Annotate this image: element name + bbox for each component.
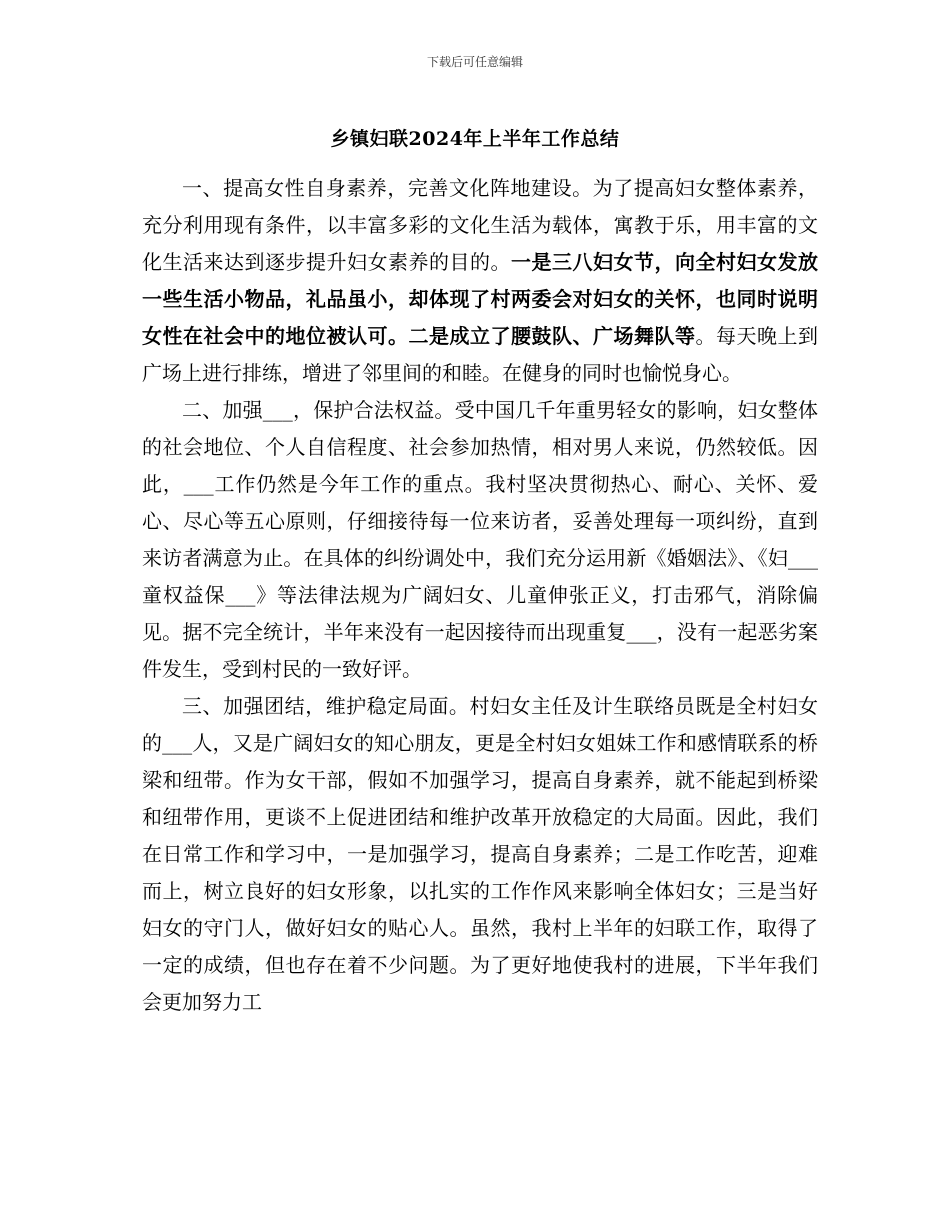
document-title: 乡镇妇联2024年上半年工作总结 — [330, 128, 620, 150]
document-body — [142, 170, 818, 1021]
page-header-note: 下载后可任意编辑 — [426, 55, 523, 69]
paragraph-1-text-b: 。每天晚上到广场上进行排练，增进了邻里间的和睦。在健身的同时也愉悦身心。 — [142, 324, 818, 385]
paragraph-1-bold-text: 一是三八妇女节，向全村妇女发放一些生活小物品，礼品虽小，却体现了村两委会对妇女的关怀，也同时说明女性在社会中的地位被认可。二是成立了腰鼓队、广场舞队等 — [142, 250, 818, 348]
paragraph-2: 二、加强___，保护合法权益。受中国几千年重男轻女的影响，妇女整体的社会地位、个人自信程度、社会参加热情，相对男人来说，仍然较低。因此，___工作仍然是今年工作的重点。我村坚决贯彻热心、耐心、关怀、爱心、尽心等五心原则，仔细接待每一位来访者，妥善处理每一项纠纷，直到来访者满意为止。在具体的纠纷调处中，我们充分运用新《婚姻法》、《妇___童权益保___》等法律法规为广阔妇女、儿童伸张正义，打击邪气，消除偏见。据不完全统计，半年来没有一起因接待而出现重复___，没有一起恶劣案件发生，受到村民的一致好评。 — [142, 398, 818, 681]
paragraph-1 — [142, 170, 818, 392]
paragraph-3: 三、加强团结，维护稳定局面。村妇女主任及计生联络员既是全村妇女的___人，又是广阔妇女的知心朋友，更是全村妇女姐妹工作和感情联系的桥梁和纽带。作为女干部，假如不加强学习，提高自身素养，就不能起到桥梁和纽带作用，更谈不上促进团结和维护改革开放稳定的大局面。因此，我们在日常工作和学习中，一是加强学习，提高自身素养；二是工作吃苦，迎难而上，树立良好的妇女形象，以扎实的工作作风来影响全体妇女；三是当好妇女的守门人，做好妇女的贴心人。虽然，我村上半年的妇联工作，取得了一定的成绩，但也存在着不少问题。为了更好地使我村的进展，下半年我们会更加努力工 — [142, 694, 818, 1014]
paragraph-1-text-a: 一、提高女性自身素养，完善文化阵地建设。为了提高妇女整体素养，充分利用现有条件，以丰富多彩的文化生活为载体，寓教于乐，用丰富的文化生活来达到逐步提升妇女素养的目的。 — [142, 176, 818, 274]
